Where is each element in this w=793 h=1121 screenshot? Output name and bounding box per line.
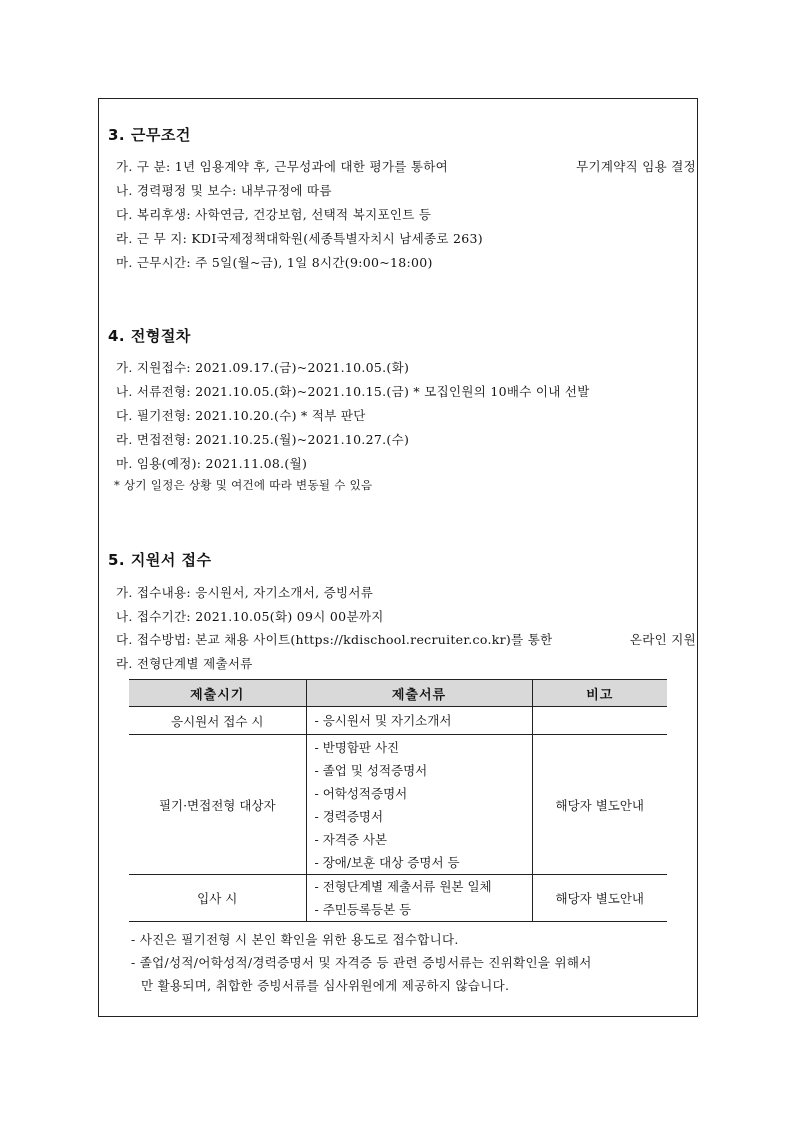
section4-item-1: 가. 지원접수: 2021.09.17.(금)~2021.10.05.(화) — [116, 360, 410, 375]
section4-note: * 상기 일정은 상황 및 여건에 따라 변동될 수 있음 — [114, 478, 373, 492]
row3-note: 해당자 별도안내 — [532, 875, 667, 922]
header-time: 제출시기 — [129, 680, 306, 707]
submission-table — [129, 679, 667, 922]
doc-item: - 자격증 사본 — [314, 831, 388, 847]
section5-item-1: 가. 접수내용: 응시원서, 자기소개서, 증빙서류 — [116, 585, 374, 600]
doc-item: - 졸업 및 성적증명서 — [314, 762, 428, 778]
doc-item: - 전형단계별 제출서류 원본 일체 — [314, 879, 492, 894]
section5-item-3 — [116, 630, 696, 648]
doc-item: - 장애/보훈 대상 증명서 등 — [314, 854, 460, 870]
section3-item-1-text: 가. 구 분: 1년 임용계약 후, 근무성과에 대한 평가를 통하여 — [116, 159, 449, 174]
doc-item: - 어학성적증명서 — [314, 785, 408, 801]
table-row — [129, 735, 667, 875]
section5-item-2: 나. 접수기간: 2021.10.05(화) 09시 00분까지 — [116, 609, 384, 624]
row2-time: 필기·면접전형 대상자 — [129, 735, 306, 875]
row3-docs — [306, 875, 532, 922]
footnote-2: - 졸업/성적/어학성적/경력증명서 및 자격증 등 관련 증빙서류는 진위확인을 위해서 — [131, 955, 592, 970]
row2-docs — [306, 735, 532, 875]
section4-title: 4. 전형절차 — [108, 327, 191, 345]
section3-item-1 — [116, 157, 696, 175]
section5-item-3-text: 다. 접수방법: 본교 채용 사이트(https://kdischool.recruiter.co.kr)를 통한 — [116, 632, 553, 647]
section3-title: 3. 근무조건 — [108, 126, 191, 144]
table-row — [129, 707, 667, 735]
section4-item-2: 나. 서류전형: 2021.10.05.(화)~2021.10.15.(금) * 모집인원의 10배수 이내 선발 — [116, 384, 590, 399]
section4-item-3: 다. 필기전형: 2021.10.20.(수) * 적부 판단 — [116, 408, 366, 423]
section5-item-3-text-end: 온라인 지원 — [629, 632, 696, 647]
doc-item: - 경력증명서 — [314, 808, 384, 824]
section5-item-4: 라. 전형단계별 제출서류 — [116, 656, 253, 671]
row1-time: 응시원서 접수 시 — [129, 707, 306, 735]
section5-title: 5. 지원서 접수 — [108, 551, 212, 569]
section3-item-3: 다. 복리후생: 사학연금, 건강보험, 선택적 복지포인트 등 — [116, 207, 432, 222]
doc-item: - 반명함판 사진 — [314, 739, 400, 755]
section3-item-2: 나. 경력평정 및 보수: 내부규정에 따름 — [116, 183, 332, 198]
footnote-1: - 사진은 필기전형 시 본인 확인을 위한 용도로 접수합니다. — [131, 932, 459, 947]
doc-item: - 응시원서 및 자기소개서 — [314, 713, 452, 728]
section4-item-4: 라. 면접전형: 2021.10.25.(월)~2021.10.27.(수) — [116, 432, 410, 447]
header-note: 비고 — [532, 680, 667, 707]
section3-item-1-text-end: 무기계약직 임용 결정 — [576, 159, 696, 174]
row1-docs — [306, 707, 532, 735]
footnote-3: 만 활용되며, 취합한 증빙서류를 심사위원에게 제공하지 않습니다. — [141, 978, 510, 993]
row3-time: 입사 시 — [129, 875, 306, 922]
row1-note — [532, 707, 667, 735]
table-row — [129, 875, 667, 922]
row2-note: 해당자 별도안내 — [532, 735, 667, 875]
section3-item-5: 마. 근무시간: 주 5일(월~금), 1일 8시간(9:00~18:00) — [116, 255, 433, 270]
section4-item-5: 마. 임용(예정): 2021.11.08.(월) — [116, 456, 308, 471]
header-docs: 제출서류 — [306, 680, 532, 707]
section3-item-4: 라. 근 무 지: KDI국제정책대학원(세종특별자치시 남세종로 263) — [116, 231, 483, 246]
doc-item: - 주민등록등본 등 — [314, 902, 412, 917]
table-header-row — [129, 680, 667, 707]
